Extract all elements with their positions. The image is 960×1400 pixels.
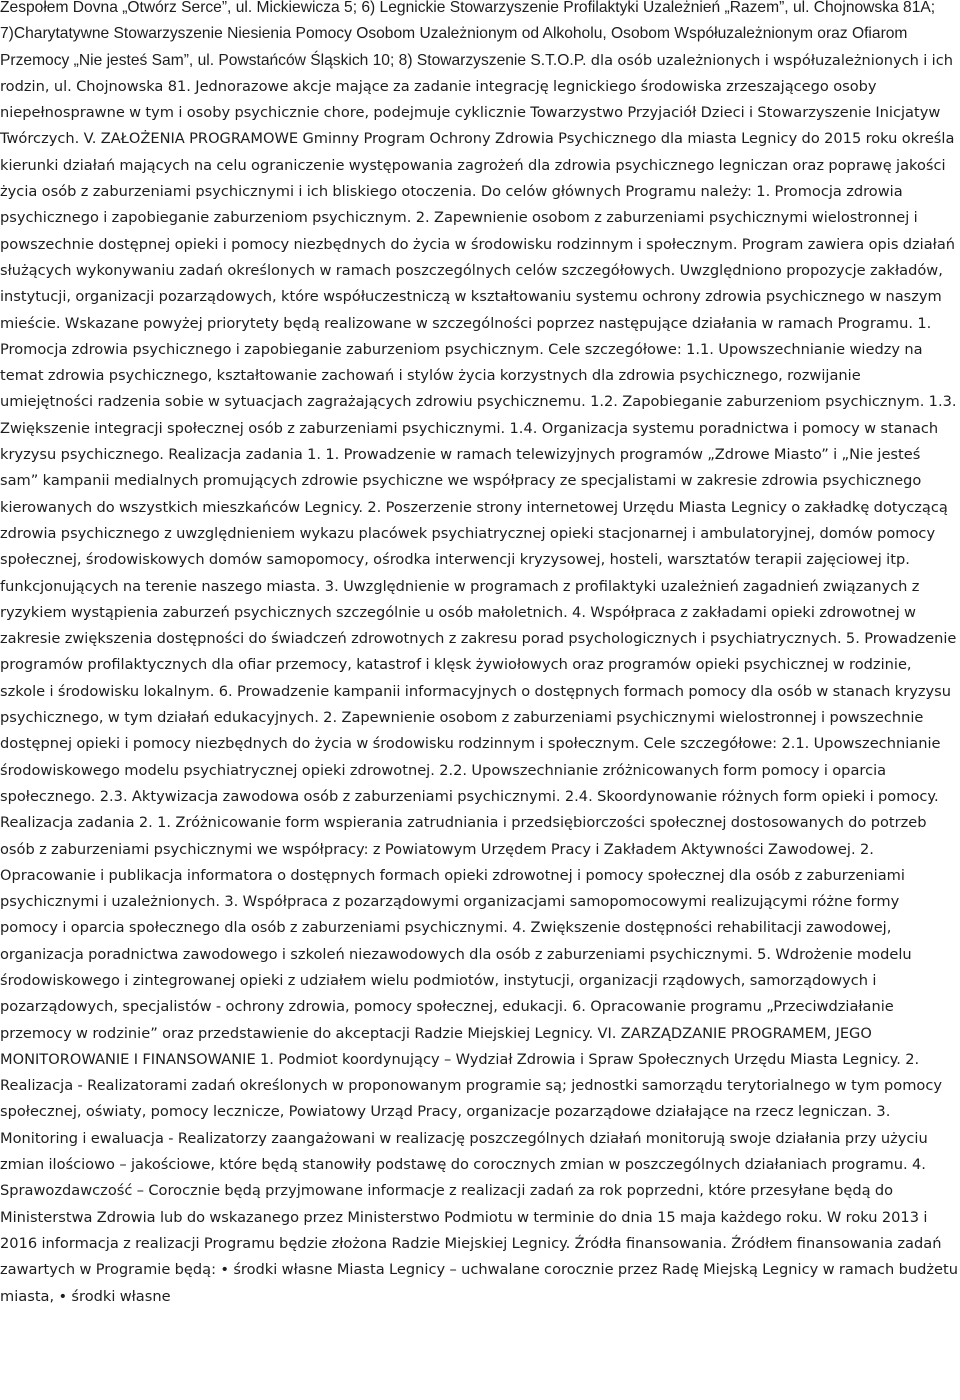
paragraph-text-part-1: Zespołem Dovna „Otwórz Serce”, ul. Mickiewicza 5; 6) Legnickie Stowarzyszenie Profilaktyki Uzależnień „Razem”, ul. Chojnowska 81A; 7)Charytatywne Stowarzyszenie Niesienia Pomocy Osobom Uzależnionym od Alkoholu, Osobom Współuzależnionym oraz Ofiarom Przemocy „Nie jesteś Sam”, ul. Powstańców Śląskich 10; 8) Stowarzyszenie S.T.O.P. — [0, 0, 936, 69]
paragraph-text-part-2: dla osób uzależnionych i współuzależnionych i ich rodzin, ul. Chojnowska 81. Jednorazowe akcje mające za zadanie integrację legnickiego środowiska zrzeszającego osoby niepełnosprawne w tym i osoby psychicznie chore, podejmuje cyklicznie Towarzystwo Przyjaciół Dzieci i Stowarzyszenie Inicjatyw Twórczych. V. ZAŁOŻENIA PROGRAMOWE Gminny Program Ochrony Zdrowia Psychicznego dla miasta Legnicy do 2015 roku określa kierunki działań mających na celu ograniczenie występowania zagrożeń dla zdrowia psychicznego legniczan oraz poprawę jakości życia osób z zaburzeniami psychicznymi i ich bliskiego otoczenia. Do celów głównych Programu należy: 1. Promocja zdrowia psychicznego i zapobieganie zaburzeniom psychicznym. 2. Zapewnienie osobom z zaburzeniami psychicznymi wielostronnej i powszechnie dostępnej opieki i pomocy niezbędnych do życia w środowisku rodzinnym i społecznym. Program zawiera opis działań służących wykonywaniu zadań określonych w ramach poszczególnych celów szczegółowych. Uwzględniono propozycje zakładów, instytucji, organizacji pozarządowych, które współuczestniczą w kształtowaniu systemu ochrony zdrowia psychicznego w naszym mieście. Wskazane powyżej priorytety będą realizowane w szczególności poprzez następujące działania w ramach Programu. 1. Promocja zdrowia psychicznego i zapobieganie zaburzeniom psychicznym. Cele szczegółowe: 1.1. Upowszechnianie wiedzy na temat zdrowia psychicznego, kształtowanie zachowań i stylów życia korzystnych dla zdrowia psychicznego, rozwijanie umiejętności radzenia sobie w sytuacjach zagrażających zdrowiu psychicznemu. 1.2. Zapobieganie zaburzeniom psychicznym. 1.3. Zwiększenie integracji społecznej osób z zaburzeniami psychicznymi. 1.4. Organizacja systemu poradnictwa i pomocy w stanach kryzysu psychicznego. Realizacja zadania 1. 1. Prowadzenie w ramach telewizyjnych programów „Zdrowe Miasto” i „Nie jesteś sam” kampanii medialnych promujących zdrowie psychiczne we współpracy ze specjalistami w zakresie zdrowia psychicznego kierowanych do wszystkich mieszkańców Legnicy. 2. Poszerzenie strony internetowej Urzędu Miasta Legnicy o zakładkę dotyczącą zdrowia psychicznego z uwzględnieniem wykazu placówek psychiatrycznej opieki stacjonarnej i ambulatoryjnej, domów pomocy społecznej, środowiskowych domów samopomocy, ośrodka interwencji kryzysowej, hosteli, warsztatów terapii zajęciowej itp. funkcjonujących na terenie naszego miasta. 3. Uwzględnienie w programach z profilaktyki uzależnień zagadnień związanych z ryzykiem wystąpienia zaburzeń psychicznych szczególnie u osób małoletnich. 4. Współpraca z zakładami opieki zdrowotnej w zakresie zwiększenia dostępności do świadczeń zdrowotnych z zakresu porad psychologicznych i psychiatrycznych. 5. Prowadzenie programów profilaktycznych dla ofiar przemocy, katastrof i klęsk żywiołowych oraz programów opieki psychicznej w rodzinie, szkole i środowisku lokalnym. 6. Prowadzenie kampanii informacyjnych o dostępnych formach pomocy dla osób w stanach kryzysu psychicznego, w tym działań edukacyjnych. 2. Zapewnienie osobom z zaburzeniami psychicznymi wielostronnej i powszechnie dostępnej opieki i pomocy niezbędnych do życia w środowisku rodzinnym i społecznym. Cele szczegółowe: 2.1. Upowszechnianie środowiskowego modelu psychiatrycznej opieki zdrowotnej. 2.2. Upowszechnianie zróżnicowanych form pomocy i oparcia społecznego. 2.3. Aktywizacja zawodowa osób z zaburzeniami psychicznymi. 2.4. Skoordynowanie różnych form opieki i pomocy. Realizacja zadania 2. 1. Zróżnicowanie form wspierania zatrudniania i przedsiębiorczości społecznej dostosowanych do potrzeb osób z zaburzeniami psychicznymi we współpracy: z Powiatowym Urzędem Pracy i Zakładem Aktywności Zawodowej. 2. Opracowanie i publikacja informatora o dostępnych formach opieki zdrowotnej i pomocy społecznej dla osób z zaburzeniami psychicznymi i uzależnionych. 3. Współpraca z pozarządowymi organizacjami samopomocowymi realizującymi różne formy pomocy i oparcia społecznego dla osób z zaburzeniami psychicznymi. 4. Zwiększenie dostępności rehabilitacji zawodowej, organizacja poradnictwa zawodowego i szkoleń niezawodowych dla osób z zaburzeniami psychicznymi. 5. Wdrożenie modelu środowiskowego i zintegrowanej opieki z udziałem wielu podmiotów, instytucji, organizacji rządowych, samorządowych i pozarządowych, specjalistów - ochrony zdrowia, pomocy społecznej, edukacji. 6. Opracowanie programu „Przeciwdziałanie przemocy w rodzinie” oraz przedstawienie do akceptacji Radzie Miejskiej Legnicy. VI. ZARZĄDZANIE PROGRAMEM, JEGO MONITOROWANIE I FINANSOWANIE 1. Podmiot koordynujący – Wydział Zdrowia i Spraw Społecznych Urzędu Miasta Legnicy. 2. Realizacja - Realizatorami zadań określonych w proponowanym programie są; jednostki samorządu terytorialnego w tym pomocy społecznej, oświaty, pomocy lecznicze, Powiatowy Urząd Pracy, organizacje pozarządowe działające na rzecz legniczan. 3. Monitoring i ewaluacja - Realizatorzy zaangażowani w realizację poszczególnych działań monitorują swoje działania przy użyciu zmian ilościowo – jakościowe, które będą stanowiły podstawę do corocznych zmian w poszczególnych działaniach programu. 4. Sprawozdawczość – Corocznie będą przyjmowane informacje z realizacji zadań za rok poprzedni, które przesyłane będą do Ministerstwa Zdrowia lub do wskazanego przez Ministerstwo Podmiotu w terminie do dnia 15 maja każdego roku. W roku 2013 i 2016 informacja z realizacji Programu będzie złożona Radzie Miejskiej Legnicy. Źródła finansowania. Źródłem finansowania zadań zawartych w Programie będą: • środki własne Miasta Legnicy – uchwalane corocznie przez Radę Miejską Legnicy w ramach budżetu miasta, • środki własne — [0, 51, 958, 1305]
